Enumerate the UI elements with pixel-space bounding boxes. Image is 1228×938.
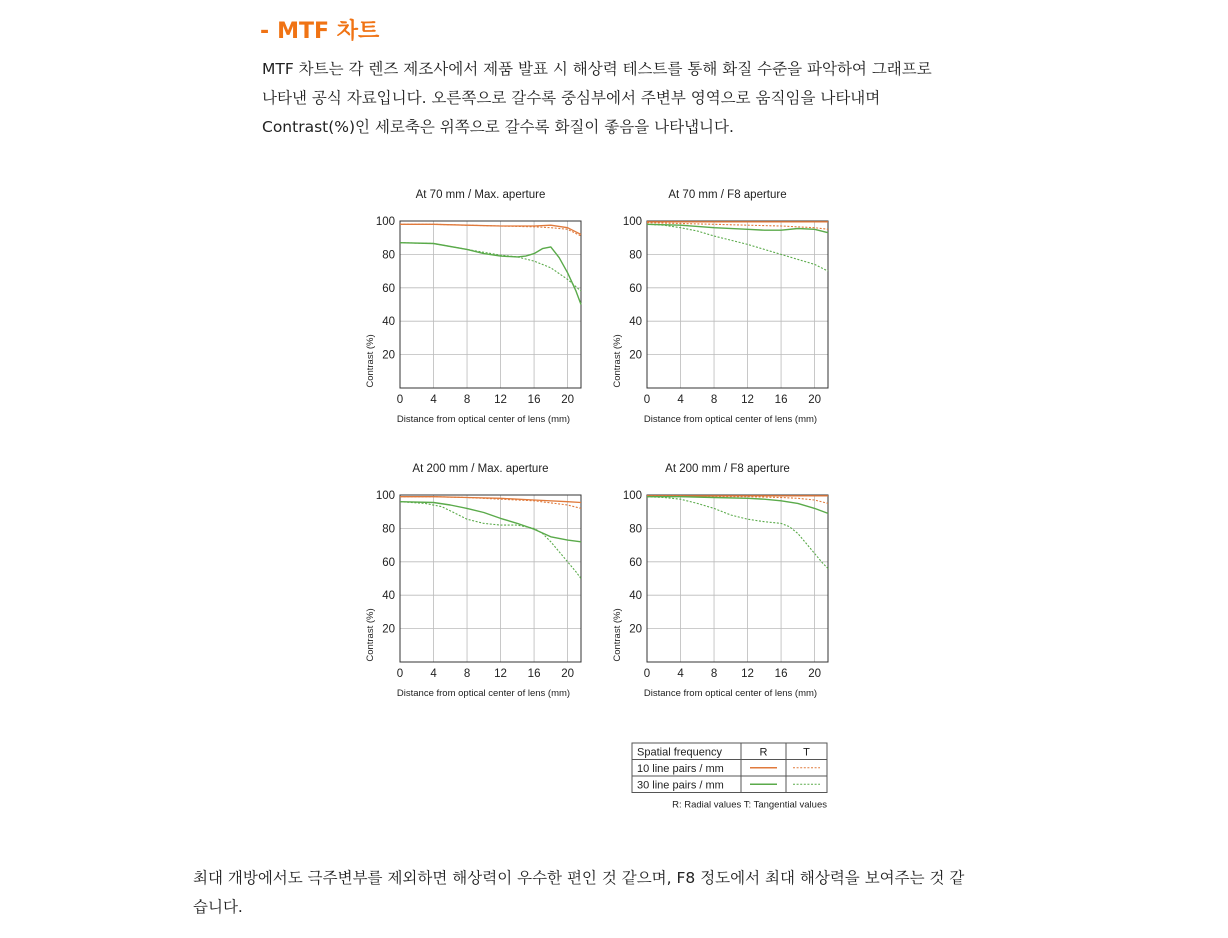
series-line bbox=[400, 497, 581, 503]
x-tick-label: 20 bbox=[808, 394, 821, 406]
chart-title: At 70 mm / Max. aperture bbox=[415, 189, 546, 201]
x-axis-label: Distance from optical center of lens (mm) bbox=[643, 414, 818, 425]
x-tick-label: 4 bbox=[677, 394, 684, 406]
series-line bbox=[647, 224, 828, 271]
y-tick-label: 60 bbox=[382, 556, 395, 569]
y-tick-label: 100 bbox=[375, 216, 395, 228]
series-line bbox=[400, 502, 581, 542]
y-tick-label: 20 bbox=[629, 349, 642, 362]
intro-line: Contrast(%)인 세로축은 위쪽으로 갈수록 화질이 좋음을 나타냅니다. bbox=[262, 118, 734, 136]
legend-row-label: 30 line pairs / mm bbox=[637, 779, 724, 792]
y-tick-label: 100 bbox=[622, 490, 642, 502]
plot-frame bbox=[400, 495, 581, 662]
intro-line: 나타낸 공식 자료입니다. 오른쪽으로 갈수록 중심부에서 주변부 영역으로 움직임을 나타내며 bbox=[262, 89, 881, 107]
chart-title: At 200 mm / Max. aperture bbox=[412, 463, 549, 475]
x-tick-label: 20 bbox=[808, 668, 821, 680]
y-tick-label: 40 bbox=[629, 316, 642, 329]
x-tick-label: 8 bbox=[463, 668, 471, 680]
series-line bbox=[400, 502, 581, 579]
legend-header: T bbox=[803, 746, 810, 759]
series-line bbox=[647, 497, 828, 569]
y-tick-label: 40 bbox=[382, 590, 395, 603]
y-tick-label: 100 bbox=[375, 490, 395, 502]
y-tick-label: 100 bbox=[622, 216, 642, 228]
y-tick-label: 20 bbox=[629, 623, 642, 636]
plot-frame bbox=[400, 221, 581, 388]
y-tick-label: 80 bbox=[382, 249, 395, 262]
x-tick-label: 16 bbox=[774, 394, 788, 406]
x-tick-label: 12 bbox=[741, 668, 754, 680]
y-axis-label: Contrast (%) bbox=[612, 334, 623, 388]
series-line bbox=[400, 243, 581, 305]
x-tick-label: 8 bbox=[710, 668, 718, 680]
x-axis-label: Distance from optical center of lens (mm) bbox=[396, 414, 571, 425]
legend-header: R bbox=[759, 746, 768, 759]
y-tick-label: 40 bbox=[382, 316, 395, 329]
closing-line: 최대 개방에서도 극주변부를 제외하면 해상력이 우수한 편인 것 같으며, F8 정도에서 최대 해상력을 보여주는 것 같 bbox=[193, 869, 965, 887]
x-axis-label: Distance from optical center of lens (mm) bbox=[396, 688, 571, 699]
title-dash: - bbox=[260, 19, 270, 44]
legend-header: Spatial frequency bbox=[637, 746, 722, 759]
y-tick-label: 80 bbox=[382, 523, 395, 536]
chart-title: At 200 mm / F8 aperture bbox=[665, 463, 790, 475]
y-axis-label: Contrast (%) bbox=[612, 608, 623, 662]
x-tick-label: 12 bbox=[494, 668, 507, 680]
closing-paragraph bbox=[193, 864, 1053, 922]
legend-row-label: 10 line pairs / mm bbox=[637, 763, 724, 775]
y-tick-label: 80 bbox=[629, 523, 642, 536]
y-tick-label: 60 bbox=[629, 282, 642, 295]
x-tick-label: 0 bbox=[396, 668, 404, 680]
y-tick-label: 40 bbox=[629, 590, 642, 603]
x-tick-label: 16 bbox=[774, 668, 788, 680]
x-tick-label: 20 bbox=[561, 394, 574, 406]
x-tick-label: 12 bbox=[741, 394, 754, 406]
x-tick-label: 16 bbox=[527, 394, 541, 406]
x-tick-label: 4 bbox=[430, 668, 437, 680]
x-axis-label: Distance from optical center of lens (mm) bbox=[643, 688, 818, 699]
y-tick-label: 60 bbox=[629, 556, 642, 569]
x-tick-label: 20 bbox=[561, 668, 574, 680]
intro-line: MTF 차트는 각 렌즈 제조사에서 제품 발표 시 해상력 테스트를 통해 화질 수준을 파악하여 그래프로 bbox=[262, 60, 932, 78]
y-tick-label: 20 bbox=[382, 623, 395, 636]
y-tick-label: 60 bbox=[382, 282, 395, 295]
x-tick-label: 0 bbox=[643, 394, 651, 406]
closing-line: 습니다. bbox=[193, 898, 243, 916]
x-tick-label: 12 bbox=[494, 394, 507, 406]
x-tick-label: 8 bbox=[463, 394, 471, 406]
legend-note: R: Radial values T: Tangential values bbox=[672, 799, 827, 811]
series-line bbox=[647, 497, 828, 514]
x-tick-label: 4 bbox=[677, 668, 684, 680]
y-axis-label: Contrast (%) bbox=[365, 608, 376, 662]
y-tick-label: 20 bbox=[382, 349, 395, 362]
plot-frame bbox=[647, 495, 828, 662]
x-tick-label: 4 bbox=[430, 394, 437, 406]
x-tick-label: 0 bbox=[396, 394, 404, 406]
plot-frame bbox=[647, 221, 828, 388]
y-tick-label: 80 bbox=[629, 249, 642, 262]
x-tick-label: 16 bbox=[527, 668, 541, 680]
y-axis-label: Contrast (%) bbox=[365, 334, 376, 388]
chart-title: At 70 mm / F8 aperture bbox=[668, 189, 787, 201]
series-line bbox=[647, 224, 828, 232]
x-tick-label: 0 bbox=[643, 668, 651, 680]
x-tick-label: 8 bbox=[710, 394, 718, 406]
title-text: MTF 차트 bbox=[277, 19, 380, 44]
